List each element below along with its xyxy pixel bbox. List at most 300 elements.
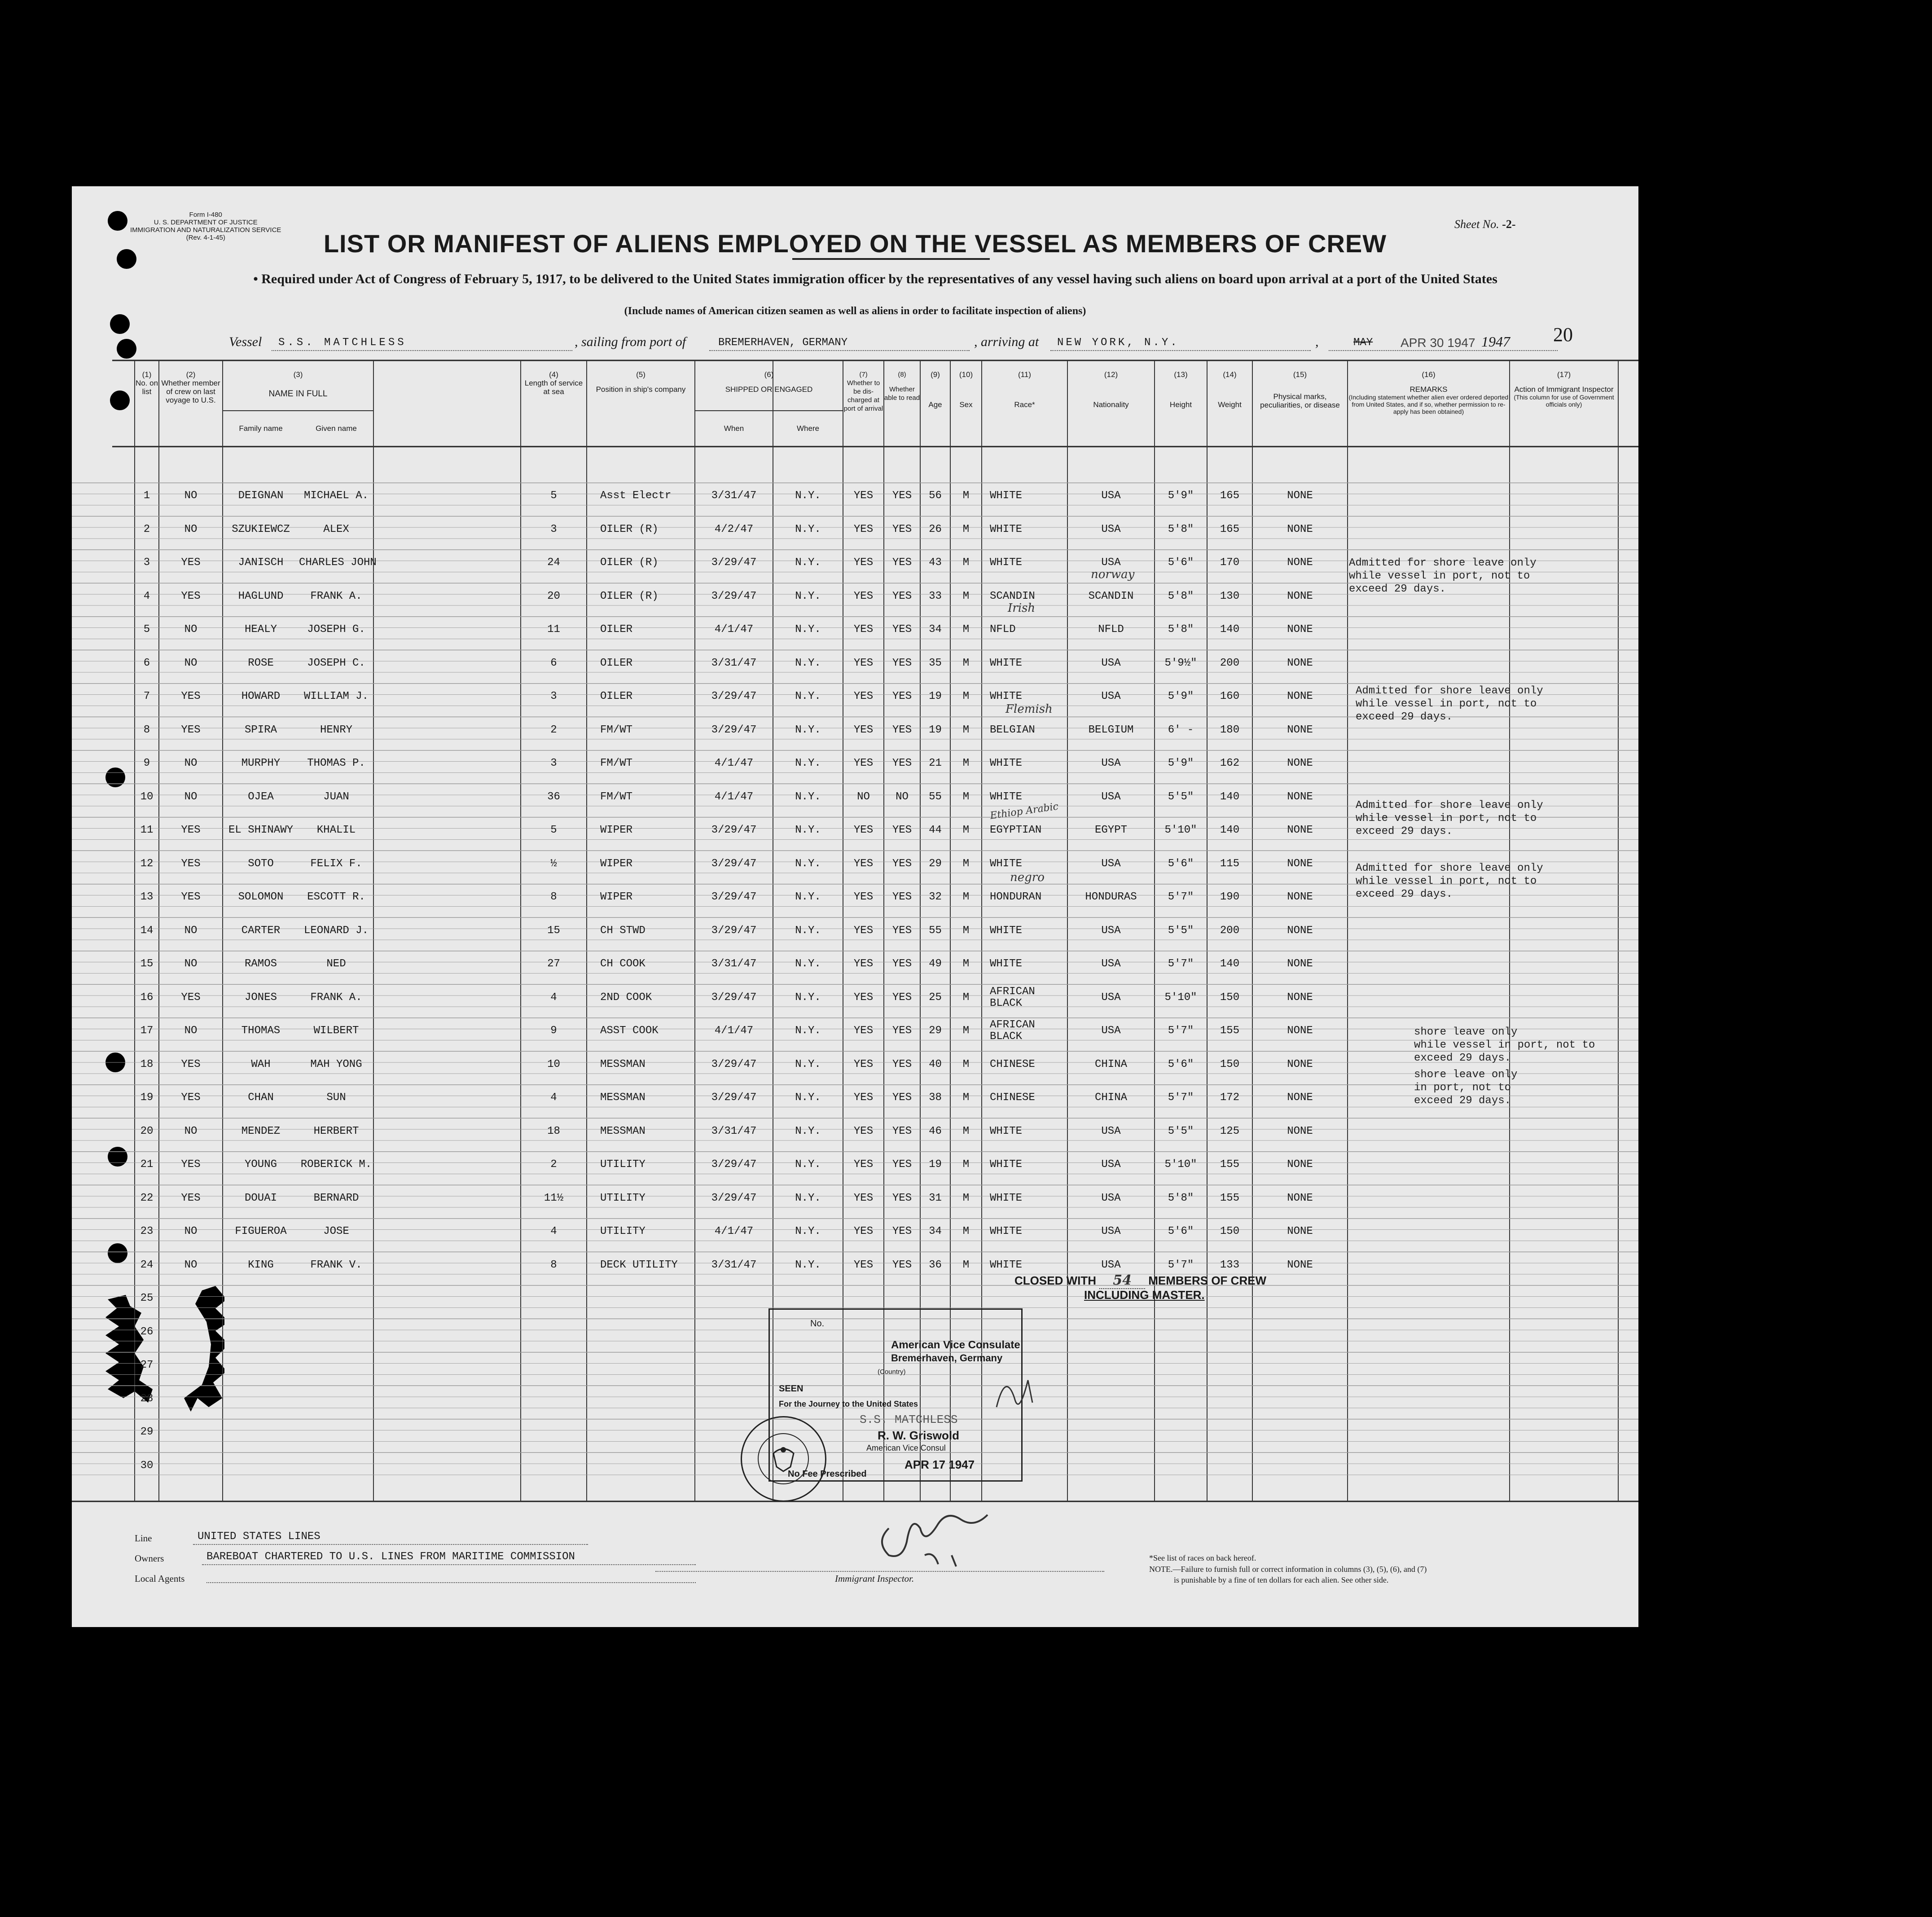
header-col-9: (9) Age — [928, 370, 942, 409]
cell-when: 3/29/47 — [711, 590, 757, 602]
cell-no: 19 — [140, 1092, 154, 1104]
cell-position: WIPER — [600, 891, 633, 903]
cell-family: SOTO — [248, 857, 274, 870]
cell-discharged: YES — [853, 891, 874, 903]
cell-prev: NO — [184, 757, 198, 769]
cell-sex: M — [962, 1158, 970, 1171]
cell-read: YES — [892, 1158, 912, 1171]
stamp-vessel: S.S. MATCHLESS — [860, 1413, 958, 1426]
cell-age: 46 — [929, 1125, 942, 1137]
cell-service: 8 — [550, 891, 557, 903]
remark-rows-12-13: Admitted for shore leave only while vessel in port, not to exceed 29 days. — [1356, 862, 1543, 900]
cell-position: OILER (R) — [600, 523, 659, 535]
cell-no: 10 — [140, 790, 154, 803]
cell-given: NED — [326, 958, 346, 970]
cell-height: 5'10" — [1164, 824, 1197, 836]
remark-rows-19: shore leave only in port, not to exceed 29 days. — [1414, 1069, 1518, 1107]
cell-sex: M — [962, 690, 970, 702]
cell-service: 2 — [550, 724, 557, 736]
footer-line-value: UNITED STATES LINES — [198, 1531, 321, 1543]
footer-owners-rule — [202, 1564, 696, 1565]
handwritten-race-8: Flemish — [1006, 702, 1053, 716]
cell-sex: M — [962, 590, 970, 602]
cell-where: N.Y. — [795, 1225, 821, 1237]
cell-marks: NONE — [1287, 757, 1313, 769]
cell-position: UTILITY — [600, 1225, 645, 1237]
stamp-consulate: American Vice Consulate — [891, 1339, 1020, 1351]
cell-marks: NONE — [1287, 924, 1313, 937]
cell-age: 38 — [929, 1092, 942, 1104]
header-col-16: (16) REMARKS (Including statement whether alien ever ordered deported from United States, and if so, whether permission to re-apply has been obtained) — [1348, 370, 1509, 415]
cell-marks: NONE — [1287, 958, 1313, 970]
cell-sex: M — [962, 857, 970, 870]
cell-no: 24 — [140, 1259, 154, 1271]
cell-service: 4 — [550, 1225, 557, 1237]
cell-family: WAH — [251, 1058, 271, 1070]
cell-age: 31 — [929, 1192, 942, 1204]
date-comma: , — [1315, 334, 1319, 349]
cell-age: 55 — [929, 790, 942, 803]
handwritten-race-5: Irish — [1008, 601, 1036, 615]
legal-requirement: • Required under Act of Congress of February 5, 1917, to be delivered to the United States immigration officer by the representatives of any vessel having such aliens on board upon arrival at a port of the United States — [253, 272, 1497, 286]
cell-nationality: USA — [1101, 490, 1121, 502]
cell-weight: 165 — [1220, 490, 1240, 502]
cell-prev: YES — [181, 891, 201, 903]
cell-height: 5'7" — [1168, 1025, 1194, 1037]
arrival-date-stamp: APR 30 1947 — [1401, 336, 1475, 350]
consul-signature — [988, 1362, 1050, 1425]
cell-when: 3/31/47 — [711, 958, 757, 970]
cell-sex: M — [962, 724, 970, 736]
closing-prefix: CLOSED WITH — [1014, 1274, 1096, 1287]
cell-nationality: USA — [1101, 557, 1121, 569]
cell-discharged: YES — [853, 1225, 874, 1237]
cell-marks: NONE — [1287, 824, 1313, 836]
cell-discharged: YES — [853, 991, 874, 1004]
cell-given: SUN — [326, 1092, 346, 1104]
cell-prev: YES — [181, 1192, 201, 1204]
cell-nationality: USA — [1101, 1125, 1121, 1137]
cell-read: YES — [892, 857, 912, 870]
cell-race: WHITE — [990, 1192, 1023, 1204]
cell-weight: 140 — [1220, 958, 1240, 970]
cell-height: 5'10" — [1164, 1158, 1197, 1171]
cell-no: 16 — [140, 991, 154, 1004]
cell-race: AFRICAN BLACK — [990, 1019, 1035, 1043]
cell-sex: M — [962, 924, 970, 937]
cell-discharged: YES — [853, 690, 874, 702]
footer-owners-value: BAREBOAT CHARTERED TO U.S. LINES FROM MARITIME COMMISSION — [206, 1551, 575, 1563]
cell-service: 18 — [547, 1125, 560, 1137]
cell-discharged: YES — [853, 857, 874, 870]
cell-age: 34 — [929, 623, 942, 636]
cell-prev: YES — [181, 1058, 201, 1070]
cell-when: 3/29/47 — [711, 857, 757, 870]
cell-age: 19 — [929, 724, 942, 736]
cell-given: FRANK V. — [310, 1259, 362, 1271]
header-given-name: Given name — [316, 424, 357, 433]
cell-weight: 150 — [1220, 991, 1240, 1004]
cell-weight: 190 — [1220, 891, 1240, 903]
cell-no: 20 — [140, 1125, 154, 1137]
cell-height: 5'9" — [1168, 757, 1194, 769]
cell-service: 15 — [547, 924, 560, 937]
cell-no: 11 — [140, 824, 154, 836]
cell-marks: NONE — [1287, 690, 1313, 702]
cell-family: OJEA — [248, 790, 274, 803]
cell-age: 44 — [929, 824, 942, 836]
header-col-11: (11) Race* — [1014, 370, 1035, 409]
cell-when: 3/29/47 — [711, 1192, 757, 1204]
closing-suffix: MEMBERS OF CREW — [1148, 1274, 1267, 1287]
cell-race: WHITE — [990, 790, 1023, 803]
cell-position: 2ND COOK — [600, 991, 652, 1004]
cell-no: 17 — [140, 1025, 154, 1037]
cell-marks: NONE — [1287, 490, 1313, 502]
cell-read: YES — [892, 590, 912, 602]
cell-given: LEONARD J. — [303, 924, 369, 937]
cell-when: 3/29/47 — [711, 690, 757, 702]
cell-discharged: YES — [853, 757, 874, 769]
cell-sex: M — [962, 623, 970, 636]
cell-age: 49 — [929, 958, 942, 970]
races-note: *See list of races on back hereof. — [1149, 1553, 1256, 1562]
cell-given: HENRY — [320, 724, 352, 736]
cell-read: YES — [892, 1125, 912, 1137]
cell-read: YES — [892, 1259, 912, 1271]
manifest-title: LIST OR MANIFEST OF ALIENS EMPLOYED ON THE VESSEL AS MEMBERS OF CREW — [323, 229, 1387, 258]
cell-marks: NONE — [1287, 857, 1313, 870]
cell-no: 18 — [140, 1058, 154, 1070]
form-number: Form I-480 — [189, 211, 222, 219]
cell-family: MURPHY — [241, 757, 281, 769]
cell-family: CARTER — [241, 924, 281, 937]
cell-weight: 115 — [1220, 857, 1240, 870]
header-col-6: (6) SHIPPED OR ENGAGED — [725, 370, 813, 394]
cell-when: 4/1/47 — [714, 790, 754, 803]
cell-position: OILER — [600, 657, 633, 669]
cell-race: WHITE — [990, 1158, 1023, 1171]
cell-race: CHINESE — [990, 1092, 1035, 1104]
cell-family: HOWARD — [241, 690, 281, 702]
cell-where: N.Y. — [795, 824, 821, 836]
cell-nationality: USA — [1101, 657, 1121, 669]
cell-family: DEIGNAN — [238, 490, 284, 502]
cell-given: JUAN — [323, 790, 349, 803]
cell-height: 5'6" — [1168, 1058, 1194, 1070]
cell-no: 8 — [143, 724, 150, 736]
remark-rows-18: shore leave only while vessel in port, not to exceed 29 days. — [1414, 1026, 1595, 1064]
cell-discharged: YES — [853, 1125, 874, 1137]
cell-position: OILER (R) — [600, 590, 659, 602]
cell-where: N.Y. — [795, 757, 821, 769]
cell-service: 10 — [547, 1058, 560, 1070]
cell-given: ESCOTT R. — [307, 891, 365, 903]
cell-when: 3/29/47 — [711, 824, 757, 836]
cell-sex: M — [962, 1125, 970, 1137]
sailing-port: BREMERHAVEN, GERMANY — [718, 337, 848, 349]
cell-marks: NONE — [1287, 724, 1313, 736]
cell-nationality: USA — [1101, 857, 1121, 870]
cell-discharged: YES — [853, 623, 874, 636]
cell-nationality: CHINA — [1094, 1092, 1127, 1104]
cell-race: WHITE — [990, 690, 1023, 702]
cell-service: 9 — [550, 1025, 557, 1037]
cell-no: 4 — [143, 590, 150, 602]
cell-nationality: USA — [1101, 1158, 1121, 1171]
cell-marks: NONE — [1287, 523, 1313, 535]
cell-read: YES — [892, 1058, 912, 1070]
cell-discharged: YES — [853, 824, 874, 836]
cell-nationality: USA — [1101, 690, 1121, 702]
cell-weight: 150 — [1220, 1058, 1240, 1070]
cell-discharged: YES — [853, 590, 874, 602]
cell-height: 5'9" — [1168, 490, 1194, 502]
cell-given: FRANK A. — [310, 991, 362, 1004]
cell-prev: YES — [181, 557, 201, 569]
empty-row-number: 30 — [140, 1459, 154, 1472]
cell-when: 4/1/47 — [714, 623, 754, 636]
cell-weight: 155 — [1220, 1158, 1240, 1171]
cell-no: 14 — [140, 924, 154, 937]
handwritten-race-13: negro — [1010, 871, 1045, 884]
cell-when: 3/31/47 — [711, 1125, 757, 1137]
cell-no: 9 — [143, 757, 150, 769]
cell-when: 4/1/47 — [714, 1225, 754, 1237]
cell-marks: NONE — [1287, 790, 1313, 803]
cell-weight: 140 — [1220, 824, 1240, 836]
cell-prev: NO — [184, 924, 198, 937]
cell-height: 5'8" — [1168, 623, 1194, 636]
cell-read: YES — [892, 958, 912, 970]
cell-family: JONES — [244, 991, 277, 1004]
fine-note-1: NOTE.—Failure to furnish full or correct information in columns (3), (5), (6), and (7) — [1149, 1565, 1427, 1574]
cell-position: FM/WT — [600, 724, 633, 736]
cell-family: CHAN — [248, 1092, 274, 1104]
cell-position: WIPER — [600, 857, 633, 870]
cell-no: 15 — [140, 958, 154, 970]
cell-discharged: YES — [853, 1192, 874, 1204]
cell-race: WHITE — [990, 857, 1023, 870]
cell-when: 3/29/47 — [711, 1058, 757, 1070]
stamp-seen: SEEN — [779, 1384, 804, 1394]
cell-height: 5'9" — [1168, 690, 1194, 702]
cell-where: N.Y. — [795, 1259, 821, 1271]
cell-given: ALEX — [323, 523, 349, 535]
cell-height: 5'8" — [1168, 523, 1194, 535]
cell-weight: 165 — [1220, 523, 1240, 535]
form-department: U. S. DEPARTMENT OF JUSTICE — [154, 219, 258, 226]
cell-nationality: USA — [1101, 1259, 1121, 1271]
header-family-name: Family name — [239, 424, 283, 433]
sailing-label: , sailing from port of — [575, 334, 686, 349]
inspector-signature — [871, 1488, 1006, 1573]
header-col-17: (17) Action of Immigrant Inspector (This column for use of Government officials only) — [1514, 370, 1614, 408]
cell-age: 29 — [929, 1025, 942, 1037]
cell-age: 40 — [929, 1058, 942, 1070]
cell-given: FRANK A. — [310, 590, 362, 602]
cell-race: WHITE — [990, 924, 1023, 937]
cell-service: 6 — [550, 657, 557, 669]
eagle-icon — [742, 1417, 825, 1500]
cell-given: WILBERT — [313, 1025, 359, 1037]
cell-race: AFRICAN BLACK — [990, 985, 1035, 1009]
header-col-13: (13) Height — [1169, 370, 1192, 409]
cell-discharged: YES — [853, 1058, 874, 1070]
cell-marks: NONE — [1287, 1092, 1313, 1104]
cell-nationality: USA — [1101, 958, 1121, 970]
cell-sex: M — [962, 824, 970, 836]
cell-read: YES — [892, 724, 912, 736]
cell-no: 21 — [140, 1158, 154, 1171]
cell-nationality: HONDURAS — [1085, 891, 1137, 903]
handwritten-race-4: norway — [1091, 568, 1135, 581]
cell-service: 5 — [550, 824, 557, 836]
cell-family: FIGUEROA — [235, 1225, 287, 1237]
handwritten-race-11: Ethiop Arabic — [989, 801, 1059, 822]
cell-no: 3 — [143, 557, 150, 569]
cell-when: 3/29/47 — [711, 1092, 757, 1104]
cell-position: DECK UTILITY — [600, 1259, 678, 1271]
cell-sex: M — [962, 490, 970, 502]
cell-position: MESSMAN — [600, 1125, 645, 1137]
cell-given: KHALIL — [316, 824, 356, 836]
cell-given: WILLIAM J. — [303, 690, 369, 702]
cell-age: 36 — [929, 1259, 942, 1271]
cell-service: 3 — [550, 523, 557, 535]
cell-age: 21 — [929, 757, 942, 769]
cell-weight: 162 — [1220, 757, 1240, 769]
cell-race: WHITE — [990, 1259, 1023, 1271]
cell-height: 5'8" — [1168, 590, 1194, 602]
footer-owners-label: Owners — [135, 1553, 164, 1564]
footer-agents-label: Local Agents — [135, 1573, 185, 1584]
cell-weight: 170 — [1220, 557, 1240, 569]
cell-when: 3/29/47 — [711, 924, 757, 937]
stamp-officer: R. W. Griswold — [878, 1429, 960, 1442]
cell-sex: M — [962, 1092, 970, 1104]
cell-family: YOUNG — [244, 1158, 277, 1171]
cell-where: N.Y. — [795, 1158, 821, 1171]
cell-service: 4 — [550, 1092, 557, 1104]
cell-service: 27 — [547, 958, 560, 970]
cell-where: N.Y. — [795, 1192, 821, 1204]
cell-weight: 200 — [1220, 924, 1240, 937]
cell-position: CH STWD — [600, 924, 645, 937]
cell-given: THOMAS P. — [307, 757, 365, 769]
cell-read: YES — [892, 1225, 912, 1237]
cell-race: SCANDIN — [990, 590, 1035, 602]
cell-where: N.Y. — [795, 590, 821, 602]
cell-service: 5 — [550, 490, 557, 502]
cell-marks: NONE — [1287, 891, 1313, 903]
cell-read: YES — [892, 757, 912, 769]
cell-weight: 130 — [1220, 590, 1240, 602]
cell-service: ½ — [550, 857, 557, 870]
cell-position: MESSMAN — [600, 1058, 645, 1070]
cell-given: JOSEPH C. — [307, 657, 365, 669]
cell-age: 19 — [929, 690, 942, 702]
cell-where: N.Y. — [795, 891, 821, 903]
cell-when: 4/1/47 — [714, 757, 754, 769]
cell-height: 5'7" — [1168, 958, 1194, 970]
empty-row-number: 28 — [140, 1392, 154, 1405]
cell-read: NO — [896, 790, 909, 803]
cell-given: MICHAEL A. — [303, 490, 369, 502]
cell-race: BELGIAN — [990, 724, 1035, 736]
cell-prev: NO — [184, 623, 198, 636]
cell-sex: M — [962, 657, 970, 669]
cell-sex: M — [962, 1192, 970, 1204]
cell-where: N.Y. — [795, 1025, 821, 1037]
cell-marks: NONE — [1287, 1125, 1313, 1137]
header-col-8: (8) Whether able to read — [884, 371, 920, 402]
cell-no: 23 — [140, 1225, 154, 1237]
cell-sex: M — [962, 958, 970, 970]
page-number: 20 — [1553, 324, 1573, 346]
cell-age: 56 — [929, 490, 942, 502]
form-service: IMMIGRATION AND NATURALIZATION SERVICE — [130, 226, 281, 234]
cell-where: N.Y. — [795, 1092, 821, 1104]
cell-where: N.Y. — [795, 623, 821, 636]
stamp-city: Bremerhaven, Germany — [891, 1352, 1003, 1364]
cell-family: THOMAS — [241, 1025, 281, 1037]
cell-age: 34 — [929, 1225, 942, 1237]
header-col-12: (12) Nationality — [1093, 370, 1129, 409]
cell-sex: M — [962, 790, 970, 803]
cell-no: 6 — [143, 657, 150, 669]
cell-service: 4 — [550, 991, 557, 1004]
cell-read: YES — [892, 924, 912, 937]
cell-discharged: NO — [857, 790, 870, 803]
cell-position: OILER (R) — [600, 557, 659, 569]
cell-weight: 150 — [1220, 1225, 1240, 1237]
cell-when: 3/29/47 — [711, 891, 757, 903]
cell-position: MESSMAN — [600, 1092, 645, 1104]
cell-race: WHITE — [990, 1225, 1023, 1237]
cell-age: 25 — [929, 991, 942, 1004]
cell-weight: 140 — [1220, 623, 1240, 636]
stamp-no-label: No. — [810, 1319, 825, 1329]
cell-family: EL SHINAWY — [228, 824, 294, 836]
cell-sex: M — [962, 891, 970, 903]
sheet-number-label: Sheet No. — [1454, 218, 1499, 231]
cell-marks: NONE — [1287, 1225, 1313, 1237]
form-revision: (Rev. 4-1-45) — [186, 234, 225, 241]
cell-weight: 133 — [1220, 1259, 1240, 1271]
cell-no: 5 — [143, 623, 150, 636]
cell-position: Asst Electr — [600, 490, 672, 502]
cell-nationality: USA — [1101, 790, 1121, 803]
cell-race: WHITE — [990, 557, 1023, 569]
cell-sex: M — [962, 1225, 970, 1237]
cell-nationality: EGYPT — [1094, 824, 1127, 836]
cell-when: 3/31/47 — [711, 657, 757, 669]
cell-weight: 180 — [1220, 724, 1240, 736]
cell-discharged: YES — [853, 1158, 874, 1171]
cell-height: 5'6" — [1168, 1225, 1194, 1237]
cell-sex: M — [962, 523, 970, 535]
crew-count: 54 — [1099, 1272, 1145, 1289]
cell-where: N.Y. — [795, 557, 821, 569]
cell-sex: M — [962, 757, 970, 769]
cell-given: FELIX F. — [310, 857, 362, 870]
cell-race: WHITE — [990, 523, 1023, 535]
cell-read: YES — [892, 1025, 912, 1037]
cell-height: 5'10" — [1164, 991, 1197, 1004]
cell-discharged: YES — [853, 924, 874, 937]
cell-height: 5'5" — [1168, 790, 1194, 803]
